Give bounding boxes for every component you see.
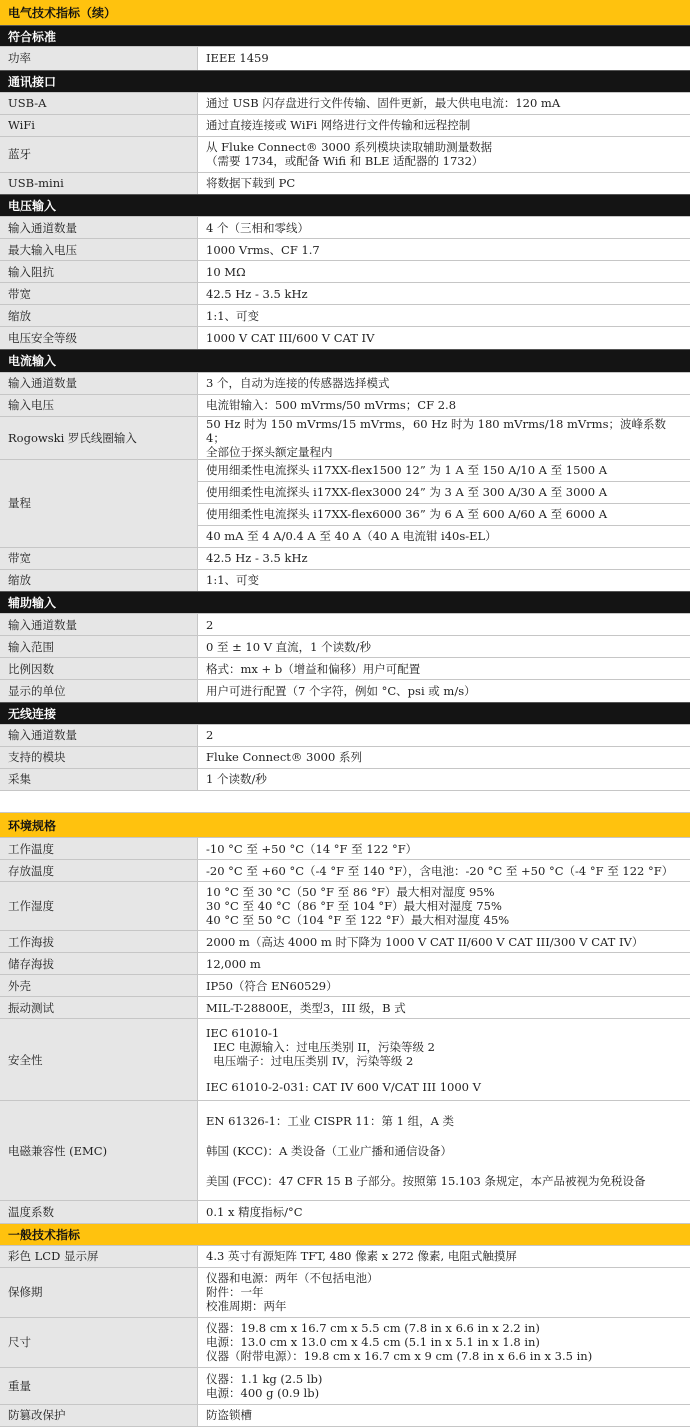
row-label: 保修期 (0, 1267, 198, 1317)
spec-table-comm (0, 92, 690, 195)
table-row (0, 1367, 690, 1404)
row-label: 彩色 LCD 显示屏 (0, 1245, 198, 1267)
row-label: WiFi (0, 114, 198, 136)
row-label: 带宽 (0, 547, 198, 569)
table-row (0, 1101, 690, 1201)
table-row (0, 327, 690, 349)
section-title-general: 一般技术指标 (0, 1223, 690, 1245)
table-row (0, 1404, 690, 1426)
row-label: 最大输入电压 (0, 239, 198, 261)
row-label: 蓝牙 (0, 136, 198, 172)
table-row (0, 931, 690, 953)
row-value: 格式：mx + b（增益和偏移）用户可配置 (198, 658, 690, 680)
spec-table-wireless (0, 724, 690, 791)
row-value: 防盗锁槽 (198, 1404, 690, 1426)
row-label: 电磁兼容性 (EMC) (0, 1101, 198, 1201)
row-value: 1:1、可变 (198, 569, 690, 591)
row-value: 通过 USB 闪存盘进行文件传输、固件更新，最大供电电流：120 mA (198, 92, 690, 114)
table-row (0, 283, 690, 305)
table-row (0, 724, 690, 746)
row-label: 输入通道数量 (0, 614, 198, 636)
table-row (0, 416, 690, 459)
value-line: 仪器：19.8 cm x 16.7 cm x 5.5 cm (7.8 in x 6.6 in x 2.2 in) (206, 1321, 684, 1335)
value-line: IEC 61010-1 (206, 1026, 684, 1040)
value-line: 电压端子：过电压类别 IV，污染等级 2 (206, 1054, 684, 1068)
table-row (0, 47, 690, 70)
row-label: 输入通道数量 (0, 724, 198, 746)
row-label: USB-mini (0, 172, 198, 194)
table-row (0, 92, 690, 114)
row-subvalue: 使用细柔性电流探头 i17XX-flex3000 24” 为 3 A 至 300 A/30 A 至 3000 A (198, 481, 690, 503)
row-label: 工作温度 (0, 838, 198, 860)
row-value: 将数据下载到 PC (198, 172, 690, 194)
value-line: 电源：13.0 cm x 13.0 cm x 4.5 cm (5.1 in x 5.1 in x 1.8 in) (206, 1335, 684, 1349)
row-value: 42.5 Hz - 3.5 kHz (198, 547, 690, 569)
value-line: IEC 电源输入：过电压类别 II，污染等级 2 (206, 1040, 684, 1054)
table-row (0, 547, 690, 569)
table-row (0, 372, 690, 394)
table-row (0, 172, 690, 194)
row-label: 显示的单位 (0, 680, 198, 702)
row-label: 量程 (0, 459, 198, 547)
group-header-current: 电流输入 (0, 349, 690, 372)
row-value: -10 °C 至 +50 °C（14 °F 至 122 °F） (198, 838, 690, 860)
table-row (0, 1267, 690, 1317)
row-value: 42.5 Hz - 3.5 kHz (198, 283, 690, 305)
row-value (198, 1019, 690, 1101)
row-value: 2000 m（高达 4000 m 时下降为 1000 V CAT II/600 V CAT III/300 V CAT IV） (198, 931, 690, 953)
row-label: USB-A (0, 92, 198, 114)
row-label: 输入电压 (0, 394, 198, 416)
row-value: 3 个，自动为连接的传感器选择模式 (198, 372, 690, 394)
row-label: 储存海拔 (0, 953, 198, 975)
row-value (198, 1367, 690, 1404)
row-value: IP50（符合 EN60529） (198, 975, 690, 997)
row-value: -20 °C 至 +60 °C（-4 °F 至 140 °F），含电池：-20 °C 至 +50 °C（-4 °F 至 122 °F） (198, 860, 690, 882)
value-line: EN 61326-1：工业 CISPR 11：第 1 组，A 类 (206, 1114, 684, 1128)
row-value: 1 个读数/秒 (198, 768, 690, 790)
row-label: 防篡改保护 (0, 1404, 198, 1426)
table-row (0, 305, 690, 327)
value-line: 附件：一年 (206, 1285, 684, 1299)
value-line: 仪器（附带电源）：19.8 cm x 16.7 cm x 9 cm (7.8 in x 6.6 in x 3.5 in) (206, 1349, 684, 1363)
row-label: 重量 (0, 1367, 198, 1404)
value-line: 40 °C 至 50 °C（104 °F 至 122 °F）最大相对湿度 45% (206, 913, 684, 927)
group-header-comm: 通讯接口 (0, 70, 690, 92)
row-value: 1:1、可变 (198, 305, 690, 327)
row-label: 温度系数 (0, 1201, 198, 1223)
spec-table-voltage (0, 216, 690, 349)
row-label: 输入通道数量 (0, 217, 198, 239)
value-line: 美国 (FCC)：47 CFR 15 B 子部分。按照第 15.103 条规定，本产品被视为免税设备 (206, 1174, 684, 1188)
value-line: （需要 1734，或配备 Wifi 和 BLE 适配器的 1732） (206, 154, 684, 168)
value-line: 韩国 (KCC)：A 类设备（工业广播和通信设备） (206, 1144, 684, 1158)
row-label: 功率 (0, 47, 198, 70)
section-title-electrical: 电气技术指标（续） (0, 0, 690, 25)
table-row (0, 882, 690, 931)
table-row (0, 261, 690, 283)
row-value: 4.3 英寸有源矩阵 TFT, 480 像素 x 272 像素, 电阻式触摸屏 (198, 1245, 690, 1267)
table-row (0, 614, 690, 636)
row-label: 存放温度 (0, 860, 198, 882)
row-value: 用户可进行配置（7 个字符，例如 °C、psi 或 m/s） (198, 680, 690, 702)
table-row (0, 746, 690, 768)
table-row (0, 394, 690, 416)
row-label: 采集 (0, 768, 198, 790)
table-row (0, 636, 690, 658)
row-value (198, 416, 690, 459)
table-row (0, 838, 690, 860)
row-label: Rogowski 罗氏线圈输入 (0, 416, 198, 459)
value-line: IEC 61010-2-031: CAT IV 600 V/CAT III 1000 V (206, 1080, 684, 1094)
row-value: 12,000 m (198, 953, 690, 975)
row-value (198, 882, 690, 931)
table-row (0, 239, 690, 261)
row-value: 0.1 x 精度指标/°C (198, 1201, 690, 1223)
table-row (0, 953, 690, 975)
row-label: 缩放 (0, 569, 198, 591)
section-title-environment: 环境规格 (0, 812, 690, 837)
value-line: 校准周期：两年 (206, 1299, 684, 1313)
value-line: 仪器和电源：两年（不包括电池） (206, 1271, 684, 1285)
table-row (0, 658, 690, 680)
row-value: Fluke Connect® 3000 系列 (198, 746, 690, 768)
row-value: 2 (198, 614, 690, 636)
group-header-voltage: 电压输入 (0, 194, 690, 216)
row-value (198, 1267, 690, 1317)
table-row (0, 860, 690, 882)
table-row (0, 569, 690, 591)
table-row (0, 114, 690, 136)
group-header-aux: 辅助输入 (0, 591, 690, 613)
row-label: 安全性 (0, 1019, 198, 1101)
value-line: 10 °C 至 30 °C（50 °F 至 86 °F）最大相对湿度 95% (206, 885, 684, 899)
row-label: 输入范围 (0, 636, 198, 658)
row-label: 振动测试 (0, 997, 198, 1019)
row-value: IEEE 1459 (198, 47, 690, 70)
value-line: 仪器：1.1 kg (2.5 lb) (206, 1372, 684, 1386)
table-row (0, 997, 690, 1019)
row-label: 缩放 (0, 305, 198, 327)
row-label: 尺寸 (0, 1317, 198, 1367)
group-header-wireless: 无线连接 (0, 702, 690, 724)
table-row (0, 768, 690, 790)
row-label: 支持的模块 (0, 746, 198, 768)
row-value (198, 136, 690, 172)
spec-table-environment (0, 837, 690, 1223)
row-value: 2 (198, 724, 690, 746)
row-label: 工作海拔 (0, 931, 198, 953)
table-row (0, 136, 690, 172)
row-value: MIL-T-28800E，类型3，III 级，B 式 (198, 997, 690, 1019)
table-row (0, 1201, 690, 1223)
row-label: 带宽 (0, 283, 198, 305)
spec-table-aux (0, 613, 690, 702)
row-subvalue: 使用细柔性电流探头 i17XX-flex6000 36” 为 6 A 至 600 A/60 A 至 6000 A (198, 503, 690, 525)
row-value: 1000 Vrms、CF 1.7 (198, 239, 690, 261)
group-header-compliance: 符合标准 (0, 25, 690, 46)
row-label: 输入通道数量 (0, 372, 198, 394)
row-value: 1000 V CAT III/600 V CAT IV (198, 327, 690, 349)
section-gap (0, 790, 690, 812)
row-label: 比例因数 (0, 658, 198, 680)
spec-table-general (0, 1245, 690, 1427)
table-row (0, 1245, 690, 1267)
table-row (0, 217, 690, 239)
row-value (198, 1317, 690, 1367)
row-value (198, 1101, 690, 1201)
row-value: 4 个（三相和零线） (198, 217, 690, 239)
row-label: 工作湿度 (0, 882, 198, 931)
row-value: 电流钳输入：500 mVrms/50 mVrms；CF 2.8 (198, 394, 690, 416)
row-subvalue: 使用细柔性电流探头 i17XX-flex1500 12” 为 1 A 至 150 A/10 A 至 1500 A (198, 459, 690, 481)
value-line: 50 Hz 时为 150 mVrms/15 mVrms，60 Hz 时为 180 mVrms/18 mVrms；波峰系数 4； (206, 417, 684, 445)
value-line: 从 Fluke Connect® 3000 系列模块读取辅助测量数据 (206, 140, 684, 154)
row-label: 外壳 (0, 975, 198, 997)
table-row (0, 1019, 690, 1101)
value-line: 电源：400 g (0.9 lb) (206, 1386, 684, 1400)
spec-table-current (0, 372, 690, 592)
value-line: 30 °C 至 40 °C（86 °F 至 104 °F）最大相对湿度 75% (206, 899, 684, 913)
value-line: 全部位于探头额定量程内 (206, 445, 684, 459)
row-subvalue: 40 mA 至 4 A/0.4 A 至 40 A（40 A 电流钳 i40s-EL） (198, 525, 690, 547)
row-value: 10 MΩ (198, 261, 690, 283)
table-row (0, 975, 690, 997)
table-row (0, 1317, 690, 1367)
row-label: 输入阻抗 (0, 261, 198, 283)
table-row (0, 459, 690, 481)
row-value: 通过直接连接或 WiFi 网络进行文件传输和远程控制 (198, 114, 690, 136)
table-row (0, 680, 690, 702)
spec-table-compliance (0, 46, 690, 70)
row-label: 电压安全等级 (0, 327, 198, 349)
row-value: 0 至 ± 10 V 直流，1 个读数/秒 (198, 636, 690, 658)
